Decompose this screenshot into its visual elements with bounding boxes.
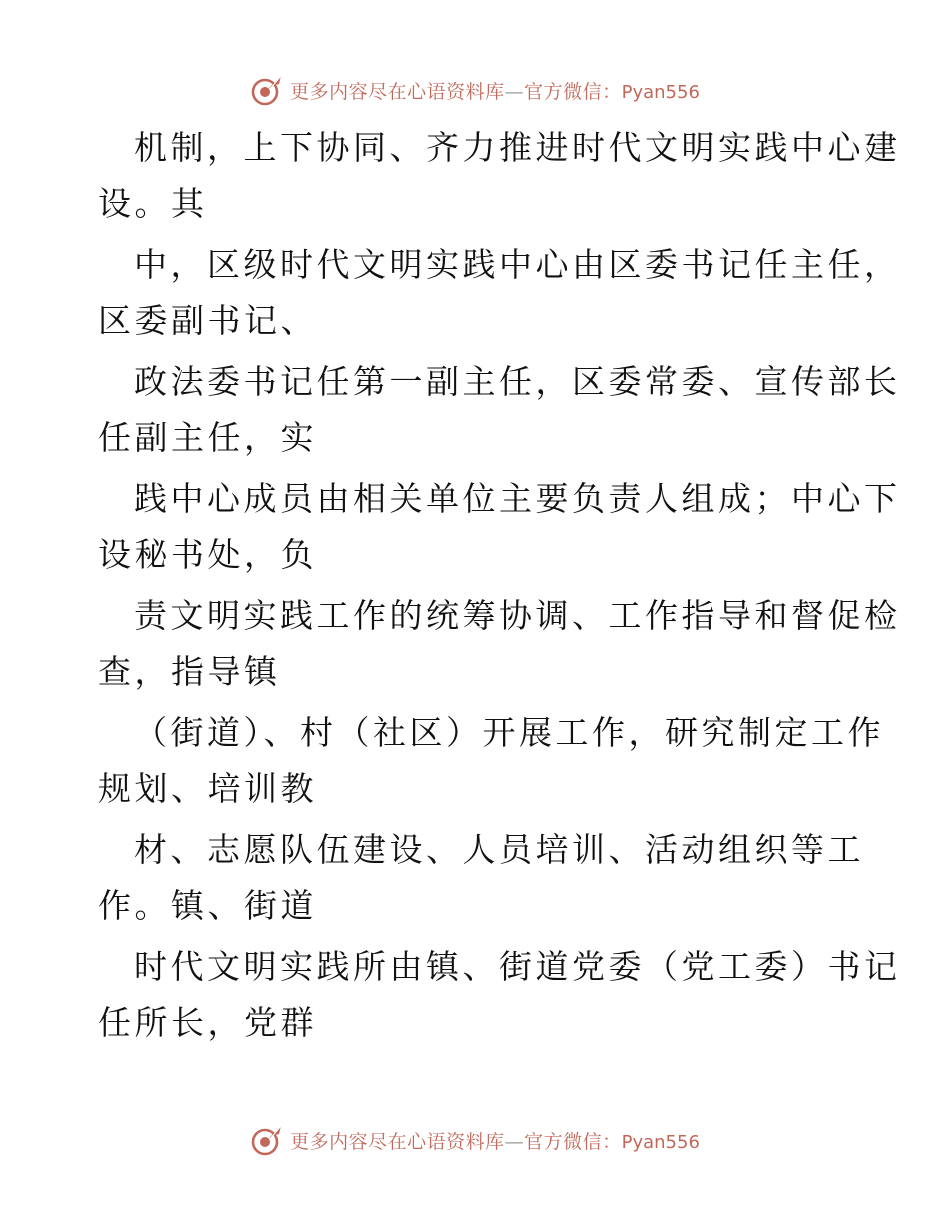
banner-text [290, 1127, 700, 1154]
banner-text [290, 77, 700, 104]
body-line: 机制，上下协同、齐力推进时代文明实践中心建 [134, 128, 901, 167]
header-banner [0, 70, 950, 110]
body-line: 政法委书记任第一副主任，区委常委、宣传部长 [134, 362, 901, 401]
body-line: 中，区级时代文明实践中心由区委书记任主任， [134, 245, 901, 284]
body-line: 任所长，党群 [98, 1003, 317, 1042]
body-line: 区委副书记、 [98, 301, 317, 340]
quill-pen-logo-icon [250, 73, 284, 107]
banner-separator: — [504, 80, 525, 103]
banner-separator: — [504, 1130, 525, 1153]
body-line: 践中心成员由相关单位主要负责人组成；中心下 [134, 479, 901, 518]
body-line: 设。其 [98, 184, 208, 223]
body-line: 规划、培训教 [98, 769, 317, 808]
banner-brand: 更多内容尽在心语资料库 [290, 1130, 505, 1153]
footer-banner [0, 1120, 950, 1160]
banner-account-id: Pyan556 [621, 81, 700, 103]
body-line: 作。镇、街道 [98, 886, 317, 925]
body-line: 设秘书处，负 [98, 535, 317, 574]
body-line: 查，指导镇 [98, 652, 281, 691]
body-line: 时代文明实践所由镇、街道党委（党工委）书记 [134, 947, 901, 986]
body-line: （街道）、村（社区）开展工作，研究制定工作 [134, 713, 884, 752]
banner-account-label: 官方微信： [524, 80, 622, 103]
body-line: 责文明实践工作的统筹协调、工作指导和督促检 [134, 596, 901, 635]
banner-brand: 更多内容尽在心语资料库 [290, 80, 505, 103]
body-line: 任副主任，实 [98, 418, 317, 457]
body-line: 材、志愿队伍建设、人员培训、活动组织等工 [134, 830, 864, 869]
quill-pen-logo-icon [250, 1123, 284, 1157]
banner-account-id: Pyan556 [621, 1131, 700, 1153]
banner-account-label: 官方微信： [524, 1130, 622, 1153]
